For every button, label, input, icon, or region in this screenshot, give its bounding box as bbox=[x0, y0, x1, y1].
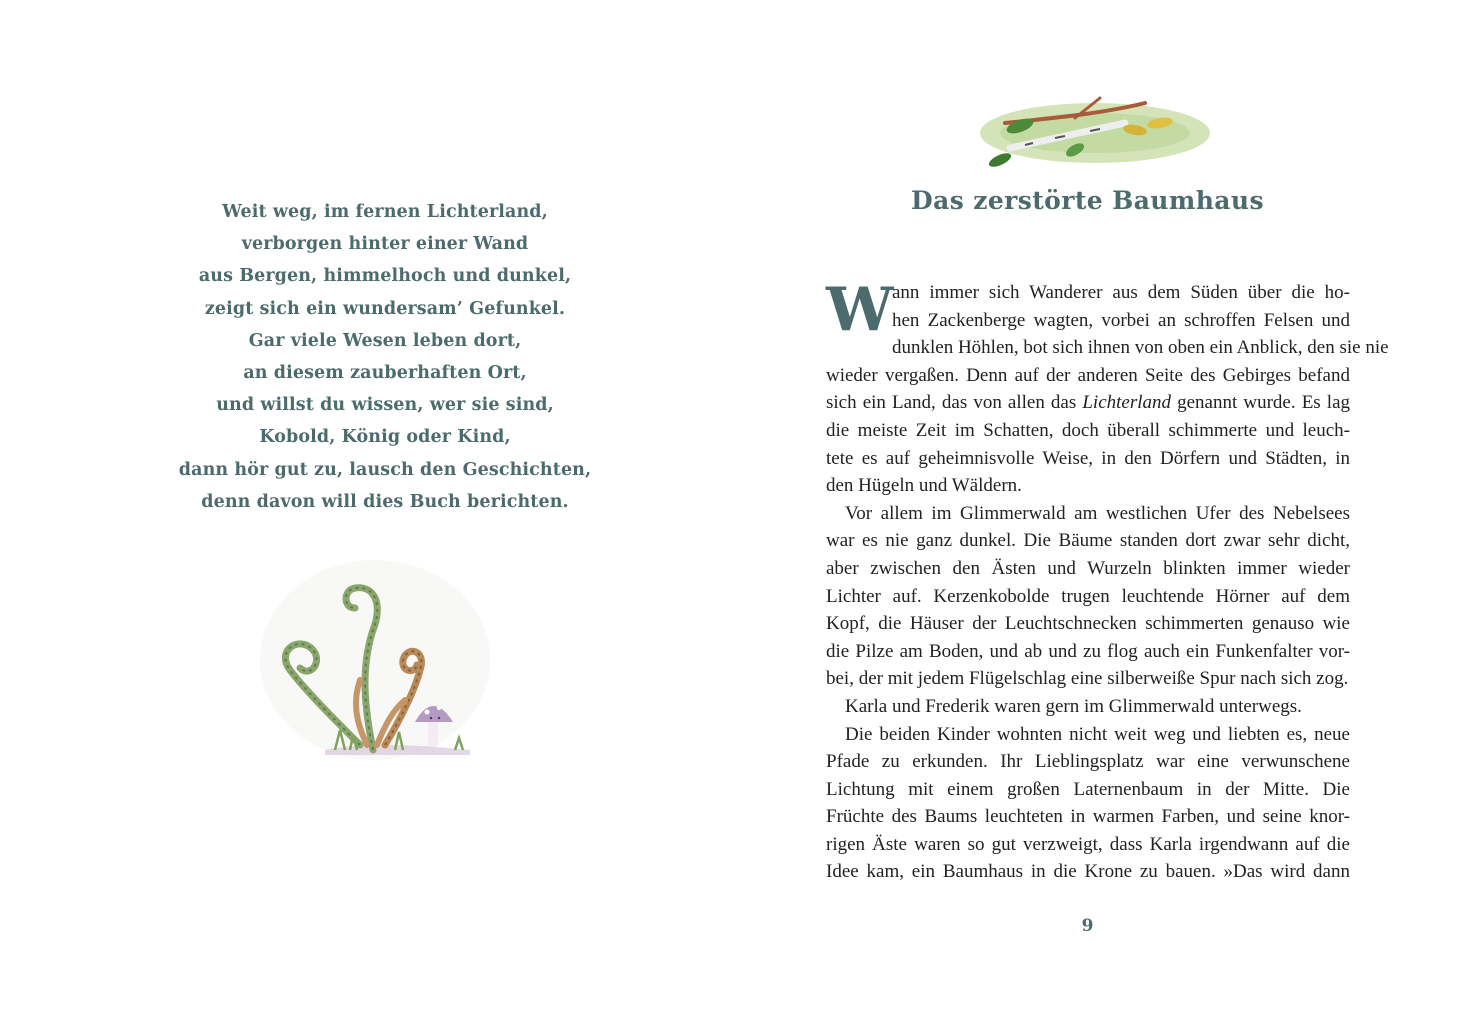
poem bbox=[170, 196, 600, 518]
text-line: den Hügeln und Wäldern. bbox=[826, 475, 1022, 497]
twig-illustration bbox=[975, 88, 1215, 178]
paragraph bbox=[826, 500, 1350, 693]
text-line: ann immer sich Wanderer aus dem Süden über die ho- bbox=[892, 282, 1350, 303]
italic-term: Lichterland bbox=[1082, 392, 1172, 414]
poem-line: Kobold, König oder Kind, bbox=[259, 427, 511, 448]
poem-line: denn davon will dies Buch berichten. bbox=[201, 491, 569, 512]
fern-illustration bbox=[255, 550, 495, 765]
text-line: Pfade zu erkunden. Ihr Lieblingsplatz war eine verwunschene bbox=[826, 751, 1350, 773]
text-line: Kopf, die Häuser der Leuchtschnecken schimmerten genauso wie bbox=[826, 613, 1350, 635]
poem-line: aus Bergen, himmelhoch und dunkel, bbox=[198, 266, 572, 287]
poem-line: Gar viele Wesen leben dort, bbox=[248, 330, 522, 351]
page-number: 9 bbox=[1081, 916, 1094, 936]
poem-line: an diesem zauberhaften Ort, bbox=[243, 363, 527, 384]
right-page bbox=[760, 0, 1470, 1034]
paragraph bbox=[826, 721, 1350, 887]
drop-cap: W bbox=[826, 275, 894, 345]
text-line: hen Zackenberge wagten, vorbei an schroffen Felsen und bbox=[892, 309, 1350, 331]
text-line: Karla und Frederik waren gern im Glimmerwald unterwegs. bbox=[845, 695, 1302, 717]
poem-line: dann hör gut zu, lausch den Geschichten, bbox=[178, 459, 592, 480]
chapter-title: Das zerstörte Baumhaus bbox=[911, 186, 1264, 215]
text-line: Vor allem im Glimmerwald am westlichen Ufer des Nebelsees bbox=[845, 502, 1350, 524]
paragraph bbox=[826, 693, 1350, 721]
text-line: war es nie ganz dunkel. Die Bäume standen dort zwar sehr dicht, bbox=[826, 530, 1350, 552]
text-line: dunklen Höhlen, bot sich ihnen von oben ein Anblick, den sie nie bbox=[892, 337, 1389, 359]
poem-line: verborgen hinter einer Wand bbox=[241, 234, 529, 255]
paragraph bbox=[826, 275, 1389, 500]
poem-line: Weit weg, im fernen Lichterland, bbox=[222, 202, 548, 222]
text-line: aber zwischen den Ästen und Wurzeln blinkten immer wieder bbox=[826, 557, 1350, 579]
text-line: Lichter auf. Kerzenkobolde trugen leuchtende Hörner auf dem bbox=[826, 585, 1350, 607]
poem-line: zeigt sich ein wundersam’ Gefunkel. bbox=[204, 298, 566, 319]
text-fragment: genannt wurde. Es lag bbox=[1171, 392, 1351, 414]
body-text bbox=[826, 275, 1389, 886]
text-line: rigen Äste waren so gut verzweigt, dass Karla irgendwann auf die bbox=[826, 833, 1350, 855]
text-line: Idee kam, ein Baumhaus in die Krone zu bauen. »Das wird dann bbox=[826, 861, 1350, 883]
poem-line: und willst du wissen, wer sie sind, bbox=[216, 395, 554, 416]
text-line: die meiste Zeit im Schatten, doch überall schimmerte und leuch- bbox=[826, 419, 1350, 441]
text-fragment: sich ein Land, das von allen das bbox=[826, 392, 1083, 414]
text-line: wieder vergaßen. Denn auf der anderen Seite des Gebirges befand bbox=[826, 364, 1350, 386]
text-line: tete es auf geheimnisvolle Weise, in den Dörfern und Städten, in bbox=[826, 447, 1350, 469]
text-line: bei, der mit jedem Flügelschlag eine silberweiße Spur nach sich zog. bbox=[826, 668, 1349, 690]
text-line: Die beiden Kinder wohnten nicht weit weg und liebten es, neue bbox=[845, 723, 1350, 745]
text-line: Früchte des Baums leuchteten in warmen Farben, und seine knor- bbox=[826, 806, 1350, 828]
text-line: Lichtung mit einem großen Laternenbaum in der Mitte. Die bbox=[826, 778, 1350, 800]
text-line: die Pilze am Boden, und ab und zu flog auch ein Funkenfalter vor- bbox=[826, 640, 1350, 662]
text-line bbox=[826, 389, 1350, 417]
